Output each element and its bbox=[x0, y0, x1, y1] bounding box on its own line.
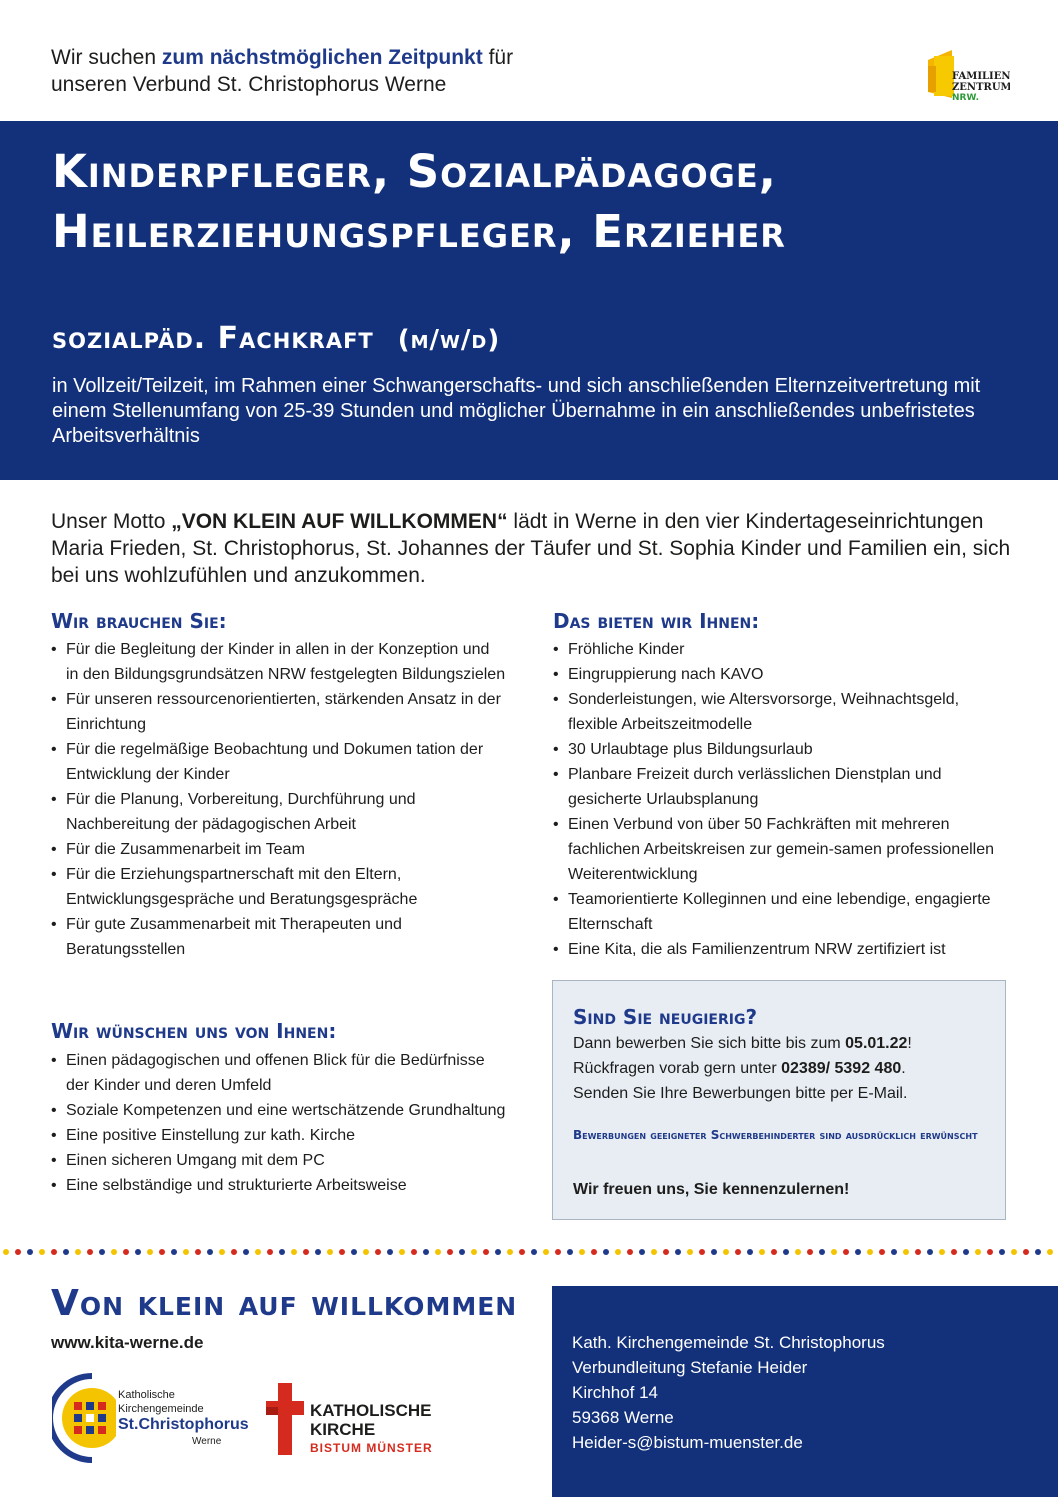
divider-dot bbox=[519, 1249, 525, 1255]
divider-dot bbox=[1047, 1249, 1053, 1255]
list-item: • Für die regelmäßige Beobachtung und Dokumen tation der Entwicklung der Kinder bbox=[51, 737, 506, 787]
katholische-kirche-logo bbox=[264, 1383, 464, 1463]
divider-dot bbox=[123, 1249, 129, 1255]
wish-list bbox=[51, 1048, 506, 1198]
divider-dot bbox=[987, 1249, 993, 1255]
divider-dot bbox=[411, 1249, 417, 1255]
divider-dot bbox=[231, 1249, 237, 1255]
divider-dot bbox=[795, 1249, 801, 1255]
divider-dot bbox=[51, 1249, 57, 1255]
list-item: • Eine selbständige und strukturierte Arbeitsweise bbox=[51, 1173, 506, 1198]
divider-dot bbox=[579, 1249, 585, 1255]
contact-person: Verbundleitung Stefanie Heider bbox=[572, 1358, 808, 1377]
divider-dot bbox=[603, 1249, 609, 1255]
divider-dot bbox=[207, 1249, 213, 1255]
divider-dot bbox=[27, 1249, 33, 1255]
logo2-line3: BISTUM MÜNSTER bbox=[310, 1441, 433, 1455]
divider-dot bbox=[855, 1249, 861, 1255]
motto-bold: „VON KLEIN AUF WILLKOMMEN“ bbox=[171, 510, 508, 533]
divider-dot bbox=[399, 1249, 405, 1255]
divider-dot bbox=[867, 1249, 873, 1255]
disability-note: Bewerbungen geeigneter Schwerbehinderter sind ausdrücklich erwünscht bbox=[573, 1128, 978, 1142]
list-item: • Teamorientierte Kolleginnen und eine lebendige, engagierte Elternschaft bbox=[553, 887, 1013, 937]
divider-dot bbox=[327, 1249, 333, 1255]
job-title-line1: Kinderpfleger, Sozialpädagoge, bbox=[52, 145, 777, 198]
divider-dot bbox=[567, 1249, 573, 1255]
divider-dot bbox=[543, 1249, 549, 1255]
christophorus-emblem-icon bbox=[52, 1372, 116, 1464]
footer-slogan: Von klein auf willkommen bbox=[51, 1283, 518, 1324]
divider-dot bbox=[39, 1249, 45, 1255]
title-banner bbox=[0, 121, 1058, 480]
divider-dot bbox=[555, 1249, 561, 1255]
intro-line1-post: für bbox=[482, 46, 514, 69]
contact-org: Kath. Kirchengemeinde St. Christophorus bbox=[572, 1333, 885, 1352]
list-item: • Für die Planung, Vorbereitung, Durchführung und Nachbereitung der pädagogischen Arbeit bbox=[51, 787, 506, 837]
divider-dot bbox=[315, 1249, 321, 1255]
divider-dot bbox=[1011, 1249, 1017, 1255]
divider-dot bbox=[339, 1249, 345, 1255]
divider-dot bbox=[951, 1249, 957, 1255]
divider-dot bbox=[819, 1249, 825, 1255]
logo1-line4: Werne bbox=[192, 1436, 222, 1447]
divider-dot bbox=[195, 1249, 201, 1255]
divider-dot bbox=[915, 1249, 921, 1255]
divider-dot bbox=[219, 1249, 225, 1255]
logo1-line1: Katholische bbox=[118, 1389, 175, 1401]
fz-logo-line1: FAMILIEN bbox=[952, 71, 1010, 82]
divider-dot bbox=[735, 1249, 741, 1255]
divider-dot bbox=[807, 1249, 813, 1255]
job-title-fachkraft: sozialpäd. Fachkraft bbox=[52, 321, 374, 356]
divider-dot bbox=[531, 1249, 537, 1255]
list-item: • 30 Urlaubtage plus Bildungsurlaub bbox=[553, 737, 1013, 762]
need-list bbox=[51, 637, 506, 962]
red-cross-icon bbox=[264, 1383, 304, 1455]
divider-dot bbox=[627, 1249, 633, 1255]
divider-dot bbox=[99, 1249, 105, 1255]
divider-dot bbox=[975, 1249, 981, 1255]
divider-dot bbox=[783, 1249, 789, 1255]
job-subtitle: in Vollzeit/Teilzeit, im Rahmen einer Schwangerschafts- und sich anschließenden Elternzeitvertretung mit einem Stellenumfang von 25-39 Stunden und möglicher Übernahme in ein anschließendes unbefristetes Arbeitsverhältnis bbox=[52, 375, 981, 447]
divider-dot bbox=[183, 1249, 189, 1255]
divider-dot bbox=[939, 1249, 945, 1255]
list-item: • Für die Erziehungspartnerschaft mit den Eltern, Entwicklungsgespräche und Beratungsgespräche bbox=[51, 862, 506, 912]
list-item: • Einen pädagogischen und offenen Blick für die Bedürfnisse der Kinder und deren Umfeld bbox=[51, 1048, 506, 1098]
motto-post: lädt in Werne in den vier Kindertageseinrichtungen Maria Frieden, St. Christophorus, St. Johannes der Täufer und St. Sophia Kinder und Familien ein, sich bei uns wohlzufühlen und anzukommen. bbox=[51, 510, 1011, 587]
thanks-text: Wir freuen uns, Sie kennenzulernen! bbox=[573, 1181, 850, 1198]
list-item: • Soziale Kompetenzen und eine wertschätzende Grundhaltung bbox=[51, 1098, 506, 1123]
list-item: • Planbare Freizeit durch verlässlichen Dienstplan und gesicherte Urlaubsplanung bbox=[553, 762, 1013, 812]
divider-dot bbox=[303, 1249, 309, 1255]
website-link[interactable]: www.kita-werne.de bbox=[51, 1333, 204, 1352]
divider-dot bbox=[267, 1249, 273, 1255]
familienzentrum-logo bbox=[924, 46, 1010, 102]
divider-dot bbox=[723, 1249, 729, 1255]
phone-number: 02389/ 5392 480 bbox=[781, 1060, 902, 1077]
divider-dot bbox=[999, 1249, 1005, 1255]
wish-heading: Wir wünschen uns von Ihnen: bbox=[51, 1019, 337, 1043]
phone-suffix: . bbox=[901, 1060, 906, 1077]
list-item: • Eingruppierung nach KAVO bbox=[553, 662, 1013, 687]
divider-dot bbox=[747, 1249, 753, 1255]
email-note: Senden Sie Ihre Bewerbungen bitte per E-Mail. bbox=[573, 1085, 908, 1102]
list-item: • Eine positive Einstellung zur kath. Kirche bbox=[51, 1123, 506, 1148]
logo2-line2: KIRCHE bbox=[310, 1420, 376, 1439]
job-title-line3 bbox=[52, 321, 500, 356]
job-title-line2: Heilerziehungspfleger, Erzieher bbox=[52, 205, 786, 258]
divider-dot bbox=[75, 1249, 81, 1255]
divider-dot bbox=[495, 1249, 501, 1255]
divider-dot bbox=[15, 1249, 21, 1255]
divider-dot bbox=[675, 1249, 681, 1255]
box-text bbox=[573, 1031, 1003, 1106]
contact-street: Kirchhof 14 bbox=[572, 1383, 658, 1402]
intro-line1-pre: Wir suchen bbox=[51, 46, 162, 69]
phone-text: Rückfragen vorab gern unter bbox=[573, 1060, 782, 1077]
divider-dot bbox=[387, 1249, 393, 1255]
contact-city: 59368 Werne bbox=[572, 1408, 674, 1427]
list-item: • Für gute Zusammenarbeit mit Therapeuten und Beratungsstellen bbox=[51, 912, 506, 962]
motto-paragraph bbox=[51, 508, 1031, 589]
divider-dot bbox=[843, 1249, 849, 1255]
divider-dot bbox=[663, 1249, 669, 1255]
logo1-line3: St.Christophorus bbox=[118, 1416, 249, 1433]
familienzentrum-icon bbox=[924, 46, 1010, 102]
divider-dot bbox=[363, 1249, 369, 1255]
divider-dot bbox=[63, 1249, 69, 1255]
need-heading: Wir brauchen Sie: bbox=[51, 609, 227, 633]
divider-dot bbox=[591, 1249, 597, 1255]
list-item: • Einen sicheren Umgang mit dem PC bbox=[51, 1148, 506, 1173]
fz-logo-line3: NRW. bbox=[952, 93, 980, 102]
divider-dot bbox=[243, 1249, 249, 1255]
contact-block bbox=[552, 1286, 1058, 1497]
divider-dot bbox=[447, 1249, 453, 1255]
divider-dot bbox=[927, 1249, 933, 1255]
divider-dot bbox=[87, 1249, 93, 1255]
fz-logo-line2: ZENTRUM bbox=[952, 82, 1010, 93]
divider-dot bbox=[651, 1249, 657, 1255]
logo2-text bbox=[310, 1401, 432, 1439]
offer-heading: Das bieten wir Ihnen: bbox=[553, 609, 760, 633]
divider-dot bbox=[423, 1249, 429, 1255]
divider-dot bbox=[111, 1249, 117, 1255]
divider-dot bbox=[891, 1249, 897, 1255]
contact-email[interactable]: Heider-s@bistum-muenster.de bbox=[572, 1433, 803, 1452]
divider-dot bbox=[771, 1249, 777, 1255]
divider-dot bbox=[507, 1249, 513, 1255]
deadline-date: 05.01.22 bbox=[845, 1035, 908, 1052]
divider-dot bbox=[903, 1249, 909, 1255]
list-item: • Fröhliche Kinder bbox=[553, 637, 1013, 662]
application-box bbox=[552, 980, 1006, 1220]
divider-dot bbox=[963, 1249, 969, 1255]
list-item: • Sonderleistungen, wie Altersvorsorge, Weihnachtsgeld, flexible Arbeitszeitmodelle bbox=[553, 687, 1013, 737]
divider-dot bbox=[351, 1249, 357, 1255]
dotted-divider bbox=[0, 1247, 1058, 1257]
divider-dot bbox=[699, 1249, 705, 1255]
motto-pre: Unser Motto bbox=[51, 510, 172, 533]
kirchengemeinde-logo bbox=[52, 1372, 252, 1467]
divider-dot bbox=[639, 1249, 645, 1255]
intro-line1-bold: zum nächstmöglichen Zeitpunkt bbox=[161, 46, 483, 69]
divider-dot bbox=[375, 1249, 381, 1255]
divider-dot bbox=[159, 1249, 165, 1255]
list-item: • Für die Zusammenarbeit im Team bbox=[51, 837, 506, 862]
divider-dot bbox=[879, 1249, 885, 1255]
divider-dot bbox=[291, 1249, 297, 1255]
list-item: • Für unseren ressourcenorientierten, stärkenden Ansatz in der Einrichtung bbox=[51, 687, 506, 737]
divider-dot bbox=[831, 1249, 837, 1255]
divider-dot bbox=[615, 1249, 621, 1255]
divider-dot bbox=[135, 1249, 141, 1255]
deadline-text: Dann bewerben Sie sich bitte bis zum bbox=[573, 1035, 846, 1052]
divider-dot bbox=[1035, 1249, 1041, 1255]
divider-dot bbox=[3, 1249, 9, 1255]
deadline-suffix: ! bbox=[907, 1035, 912, 1052]
list-item: • Für die Begleitung der Kinder in allen in der Konzeption und in den Bildungsgrundsätzen NRW festgelegten Bildungszielen bbox=[51, 637, 506, 687]
offer-list bbox=[553, 637, 1013, 962]
logo2-line1: KATHOLISCHE bbox=[310, 1401, 432, 1420]
logo1-line2: Kirchengemeinde bbox=[118, 1403, 204, 1415]
divider-dot bbox=[687, 1249, 693, 1255]
contact-lines bbox=[572, 1330, 885, 1455]
divider-dot bbox=[1023, 1249, 1029, 1255]
box-heading: Sind Sie neugierig? bbox=[573, 1005, 758, 1029]
divider-dot bbox=[171, 1249, 177, 1255]
divider-dot bbox=[459, 1249, 465, 1255]
intro-line2: unseren Verbund St. Christophorus Werne bbox=[51, 73, 447, 96]
list-item: • Eine Kita, die als Familienzentrum NRW zertifiziert ist bbox=[553, 937, 1013, 962]
divider-dot bbox=[759, 1249, 765, 1255]
divider-dot bbox=[711, 1249, 717, 1255]
divider-dot bbox=[255, 1249, 261, 1255]
divider-dot bbox=[279, 1249, 285, 1255]
divider-dot bbox=[435, 1249, 441, 1255]
divider-dot bbox=[471, 1249, 477, 1255]
divider-dot bbox=[483, 1249, 489, 1255]
list-item: • Einen Verbund von über 50 Fachkräften mit mehreren fachlichen Arbeitskreisen zur gemein-samen professionellen Weiterentwicklung bbox=[553, 812, 1013, 887]
intro-text bbox=[51, 44, 513, 98]
gender-suffix: (m/w/d) bbox=[397, 325, 501, 355]
divider-dot bbox=[147, 1249, 153, 1255]
logo1-text bbox=[118, 1388, 204, 1416]
